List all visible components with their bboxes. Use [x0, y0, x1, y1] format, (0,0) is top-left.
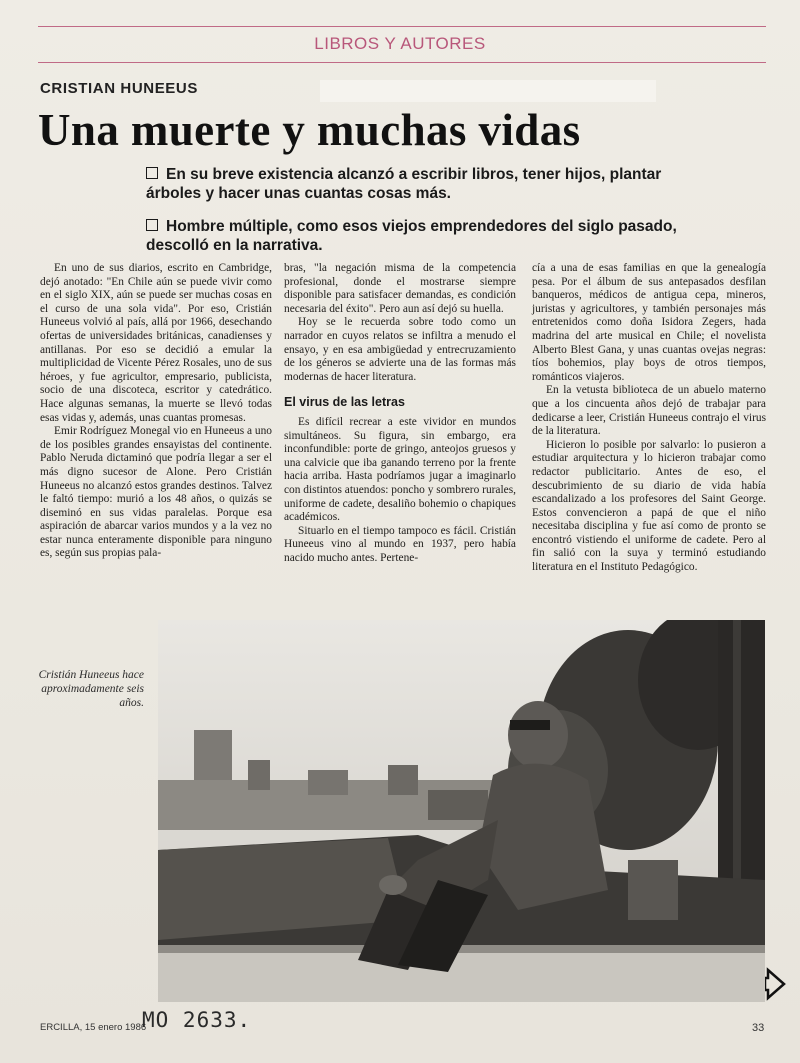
deck-item-2 — [146, 217, 706, 255]
archive-handwritten-code: MO 2633. — [142, 1008, 252, 1032]
deck-text-2: Hombre múltiple, como esos viejos emprendedores del siglo pasado, descolló en la narrativa. — [146, 218, 677, 254]
deck-item-1 — [146, 165, 706, 203]
text-column-3 — [532, 262, 766, 575]
paragraph: bras, "la negación misma de la competencia profesional, donde el mostrarse siempre disponible para satisfacer demandas, es condición necesaria del éxito". Pero aun así dejó su huella. — [284, 262, 516, 315]
photo-illustration — [158, 620, 765, 1002]
author-photo — [158, 620, 765, 1002]
paragraph: cía a una de esas familias en que la genealogía pesa. Por el álbum de sus antepasados desfilan banqueros, médicos de antigua cepa, mineros, juristas y agricultores, y también personajes más entretenidos como doña Isidora Zegers, hada madrina del arte musical en Chile; el novelista Alberto Blest Gana, y unas cuantas ovejas negras: tíos bohemios, play boys de otros tiempos, románticos viajeros. — [532, 262, 766, 383]
top-rule — [38, 26, 766, 27]
continue-arrow-icon — [765, 966, 787, 1002]
paragraph: Hicieron lo posible por salvarlo: lo pusieron a estudiar arquitectura y lo hicieron trabajar como redactor publicitario. Antes de eso, el descubrimiento de su diario de vida había escandalizado a los profesores del Saint George. Estos convencieron a papá de que el niño necesitaba disciplina y fue así como de pronto se encontró vistiendo el uniforme de cadete. Pero al fin salió con la suya y terminó estudiando literatura en el Instituto Pedagógico. — [532, 438, 766, 574]
paragraph: Hoy se le recuerda sobre todo como un narrador en cuyos relatos se infiltra a menudo el ensayo, y en esa ambigüedad y entrecruzamiento de los géneros se advierte una de las formas más modernas de hacer literatura. — [284, 316, 516, 383]
text-column-2 — [284, 262, 516, 565]
section-header: LIBROS Y AUTORES — [314, 34, 486, 53]
page-number: 33 — [752, 1022, 765, 1034]
subheading: El virus de las letras — [284, 395, 405, 410]
bullet-box-icon — [146, 219, 158, 231]
footer-publication: ERCILLA, 15 enero 1986 — [40, 1022, 147, 1033]
paragraph: En la vetusta biblioteca de un abuelo materno que a los cincuenta años dejó de trabajar para dedicarse a leer, Cristián Huneeus contrajo el virus de la literatura. — [532, 384, 766, 438]
bullet-box-icon — [146, 167, 158, 179]
author-name: CRISTIAN HUNEEUS — [40, 80, 198, 97]
paragraph: En uno de sus diarios, escrito en Cambridge, dejó anotado: "En Chile aún se puede vivir como en el siglo XIX, aún se puede ser muchas cosas en el curso de una sola vida". Por eso, Cristián Huneeus volvió al país, allá por 1966, desechando ofertas de universidades británicas, canadienses y antillanas. Por eso se decidió a emular la multiplicidad de Vicente Pérez Rosales, uno de sus héroes, y fue agricultor, empresario, publicista, socio de una discoteca, escritor y catedrático. Hace algunas semanas, la muerte se llevó todas esas vidas y, además, unas cuantas promesas. — [40, 262, 272, 424]
article-title: Una muerte y muchas vidas — [38, 105, 581, 155]
paragraph: Es difícil recrear a este vividor en mundos simultáneos. Su figura, sin embargo, era inconfundible: porte de gringo, anteojos gruesos y una calvicie que iba ganando terreno por la frente hacia arriba. Hasta podríamos jugar a imaginarlo con distintos atuendos: poncho y sombrero rurales, uniforme de cadete, desaliño bohemio o chapiques académicos. — [284, 415, 516, 524]
paragraph: Situarlo en el tiempo tampoco es fácil. Cristián Huneeus vino al mundo en 1937, pero había nacido mucho antes. Pertene- — [284, 524, 516, 564]
deck-text-1: En su breve existencia alcanzó a escribir libros, tener hijos, plantar árboles y hacer unas cuantas cosas más. — [146, 166, 662, 202]
photo-caption: Cristián Huneeus hace aproximadamente seis años. — [38, 669, 144, 709]
text-column-1 — [40, 262, 272, 561]
redacted-block — [320, 80, 656, 102]
header-rule — [38, 62, 766, 63]
paragraph: Emir Rodríguez Monegal vio en Huneeus a uno de los posibles grandes ensayistas del continente. Pablo Neruda dictaminó que podría llegar a ser el más digno sucesor de Alone. Pero Cristián Huneeus no alcanzó estos grandes destinos. Talvez le faltó tiempo: murió a los 48 años, o quizás se diseminó en sus vidas paralelas. Porque esa aspiración de abarcar varios mundos y a la vez no estar nunca enteramente disponible para ninguno es, según sus propias pala- — [40, 425, 272, 560]
